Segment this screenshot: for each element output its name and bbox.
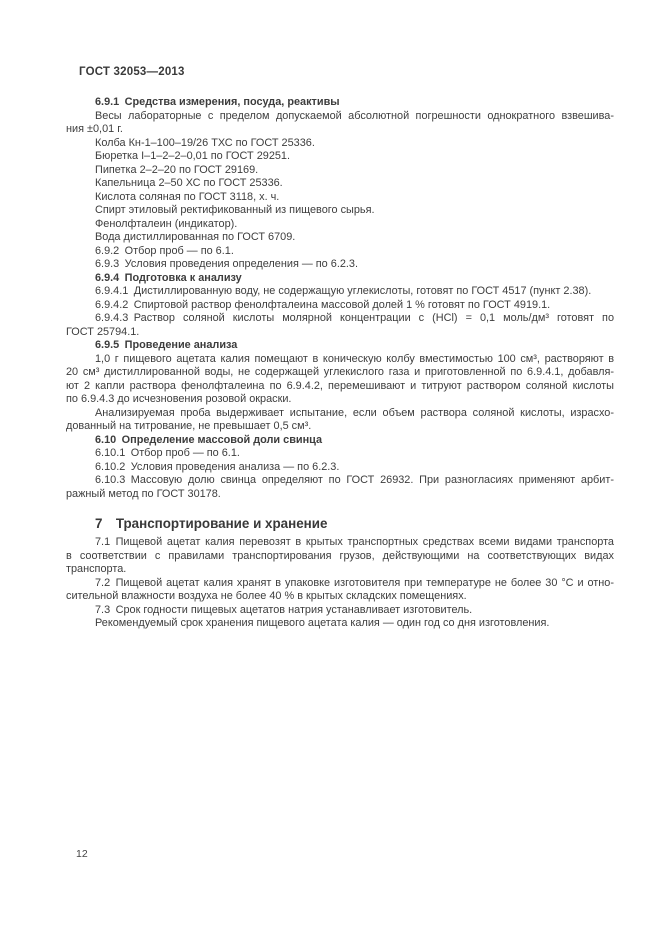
paragraph [66,245,614,259]
text-line: 6.9.4.2 Спиртовой раствор фенолфталеина массовой долей 1 % готовят по ГОСТ 4919.1. [95,298,551,311]
text-line: 6.9.3 Условия проведения определения — по 6.2.3. [95,258,359,270]
text-line: 6.9.1 Средства измерения, посуда, реактивы [95,96,340,108]
text-line: 7.3 Срок годности пищевых ацетатов натрия устанавливает изготовитель. [95,603,473,616]
text-line: Бюретка I–1–2–2–0,01 по ГОСТ 29251. [95,150,291,162]
subsection-heading [66,434,614,448]
text-line: по 6.9.4.3 до исчезновения розовой окраски. [66,393,292,405]
text-line: 6.10.1 Отбор проб — по 6.1. [95,447,240,459]
paragraph [66,461,614,475]
paragraph [66,258,614,272]
running-header: ГОСТ 32053—2013 [79,66,185,78]
text-line: сительной влажности воздуха не более 40 % в крытых складских помещениях. [66,590,467,602]
text-line: Спирт этиловый ректификованный из пищевого сырья. [95,204,375,216]
text-line: ют 2 капли раствора фенолфталеина по 6.9.4.2, перемешивают и титруют раствором соляной кислоты [66,379,614,392]
paragraph [66,312,614,339]
paragraph [66,164,614,178]
subsection-heading [66,339,614,353]
text-line: 6.10.2 Условия проведения анализа — по 6.2.3. [95,460,340,473]
paragraph [66,150,614,164]
paragraph [66,604,614,618]
section-heading [66,515,614,532]
text-line: 6.10.3 Массовую долю свинца определяют по ГОСТ 26932. При разногласиях применяют арбит- [95,474,614,486]
text-line: 7.2 Пищевой ацетат калия хранят в упаковке изготовителя при температуре не более 30 °С и отно- [95,576,614,589]
text-line: ГОСТ 25794.1. [66,325,140,338]
paragraph [66,177,614,191]
text-line: 20 см³ дистиллированной воды, не содержащей углекислого газа и приготовленной по 6.9.4.1, добавля- [66,366,614,378]
paragraph [66,191,614,205]
paragraph [66,218,614,232]
text-line: Фенолфталеин (индикатор). [95,217,238,230]
text-line: Вода дистиллированная по ГОСТ 6709. [95,231,296,243]
text-line: 7 Транспортирование и хранение [95,516,328,531]
text-line: Колба Кн-1–100–19/26 ТХС по ГОСТ 25336. [95,136,315,149]
text-line: ния ±0,01 г. [66,123,123,135]
text-line: 1,0 г пищевого ацетата калия помещают в коническую колбу вместимостью 100 см³, растворяют в [95,352,614,365]
text-line: 6.9.5 Проведение анализа [95,339,238,351]
text-line: в соответствии с правилами транспортирования грузов, действующими на соответствующих видах [66,549,614,562]
paragraph [66,536,614,577]
document-body [66,96,614,631]
text-line: 7.1 Пищевой ацетат калия перевозят в крытых транспортных средствах всеми видами транспорта [95,536,614,548]
paragraph [66,137,614,151]
text-line: ражный метод по ГОСТ 30178. [66,487,221,500]
paragraph [66,617,614,631]
text-line: 6.9.4.1 Дистиллированную воду, не содержащую углекислоты, готовят по ГОСТ 4517 (пункт 2.38). [95,285,592,297]
text-line: дованный на титрование, не превышает 0,5 см³. [66,420,312,432]
paragraph [66,231,614,245]
subsection-heading [66,96,614,110]
paragraph [66,407,614,434]
page-number: 12 [76,848,88,860]
text-line: Рекомендуемый срок хранения пищевого ацетата калия — один год со дня изготовления. [95,617,550,629]
subsection-heading [66,272,614,286]
text-line: 6.9.4.3 Раствор соляной кислоты молярной концентрации с (HCl) = 0,1 моль/дм³ готовят по [95,312,614,324]
paragraph [66,110,614,137]
text-line: Кислота соляная по ГОСТ 3118, х. ч. [95,190,280,203]
paragraph [66,285,614,299]
text-line: 6.10 Определение массовой доли свинца [95,433,323,446]
paragraph [66,577,614,604]
text-line: Капельница 2–50 ХС по ГОСТ 25336. [95,177,283,189]
paragraph [66,353,614,407]
text-line: Анализируемая проба выдерживает испытание, если объем раствора соляной кислоты, израсхо- [95,406,614,419]
paragraph [66,474,614,501]
text-line: Весы лабораторные с пределом допускаемой абсолютной погрешности однократного взвешива- [95,109,614,122]
text-line: транспорта. [66,563,127,575]
paragraph [66,447,614,461]
paragraph [66,204,614,218]
text-line: Пипетка 2–2–20 по ГОСТ 29169. [95,163,259,176]
text-line: 6.9.2 Отбор проб — по 6.1. [95,244,234,257]
text-line: 6.9.4 Подготовка к анализу [95,271,242,284]
paragraph [66,299,614,313]
